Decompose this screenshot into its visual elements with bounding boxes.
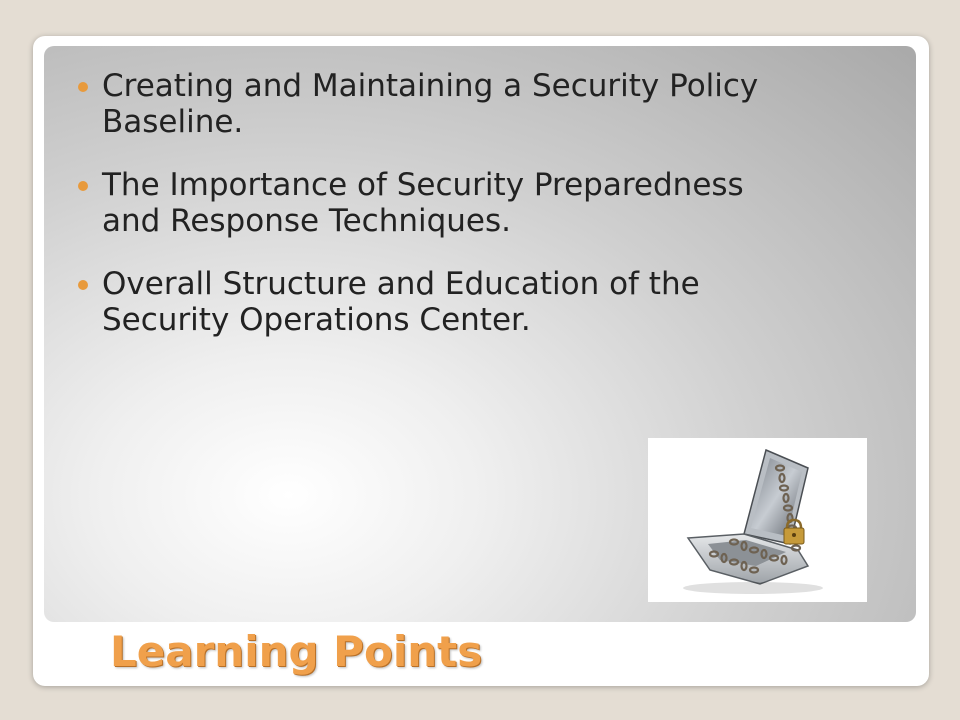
bullet-dot-icon <box>78 181 88 191</box>
bullet-text-line: Creating and Maintaining a Security Policy <box>102 68 759 104</box>
slide-title: Learning Points <box>110 627 483 676</box>
bullet-item <box>102 68 902 140</box>
laptop-locked-with-chain-icon <box>648 438 867 602</box>
bullet-item <box>102 167 902 239</box>
bullet-text-line: Overall Structure and Education of the <box>102 266 700 302</box>
laptop-locked-with-chain-image <box>648 438 867 602</box>
bullet-list <box>102 68 902 365</box>
bullet-text-line: Baseline. <box>102 104 244 140</box>
bullet-dot-icon <box>78 82 88 92</box>
bullet-item <box>102 266 902 338</box>
bullet-dot-icon <box>78 280 88 290</box>
content-panel <box>44 46 916 676</box>
bullet-text-line: The Importance of Security Preparedness <box>102 167 744 203</box>
bullet-text-line: and Response Techniques. <box>102 203 512 239</box>
bullet-text-line: Security Operations Center. <box>102 302 531 338</box>
